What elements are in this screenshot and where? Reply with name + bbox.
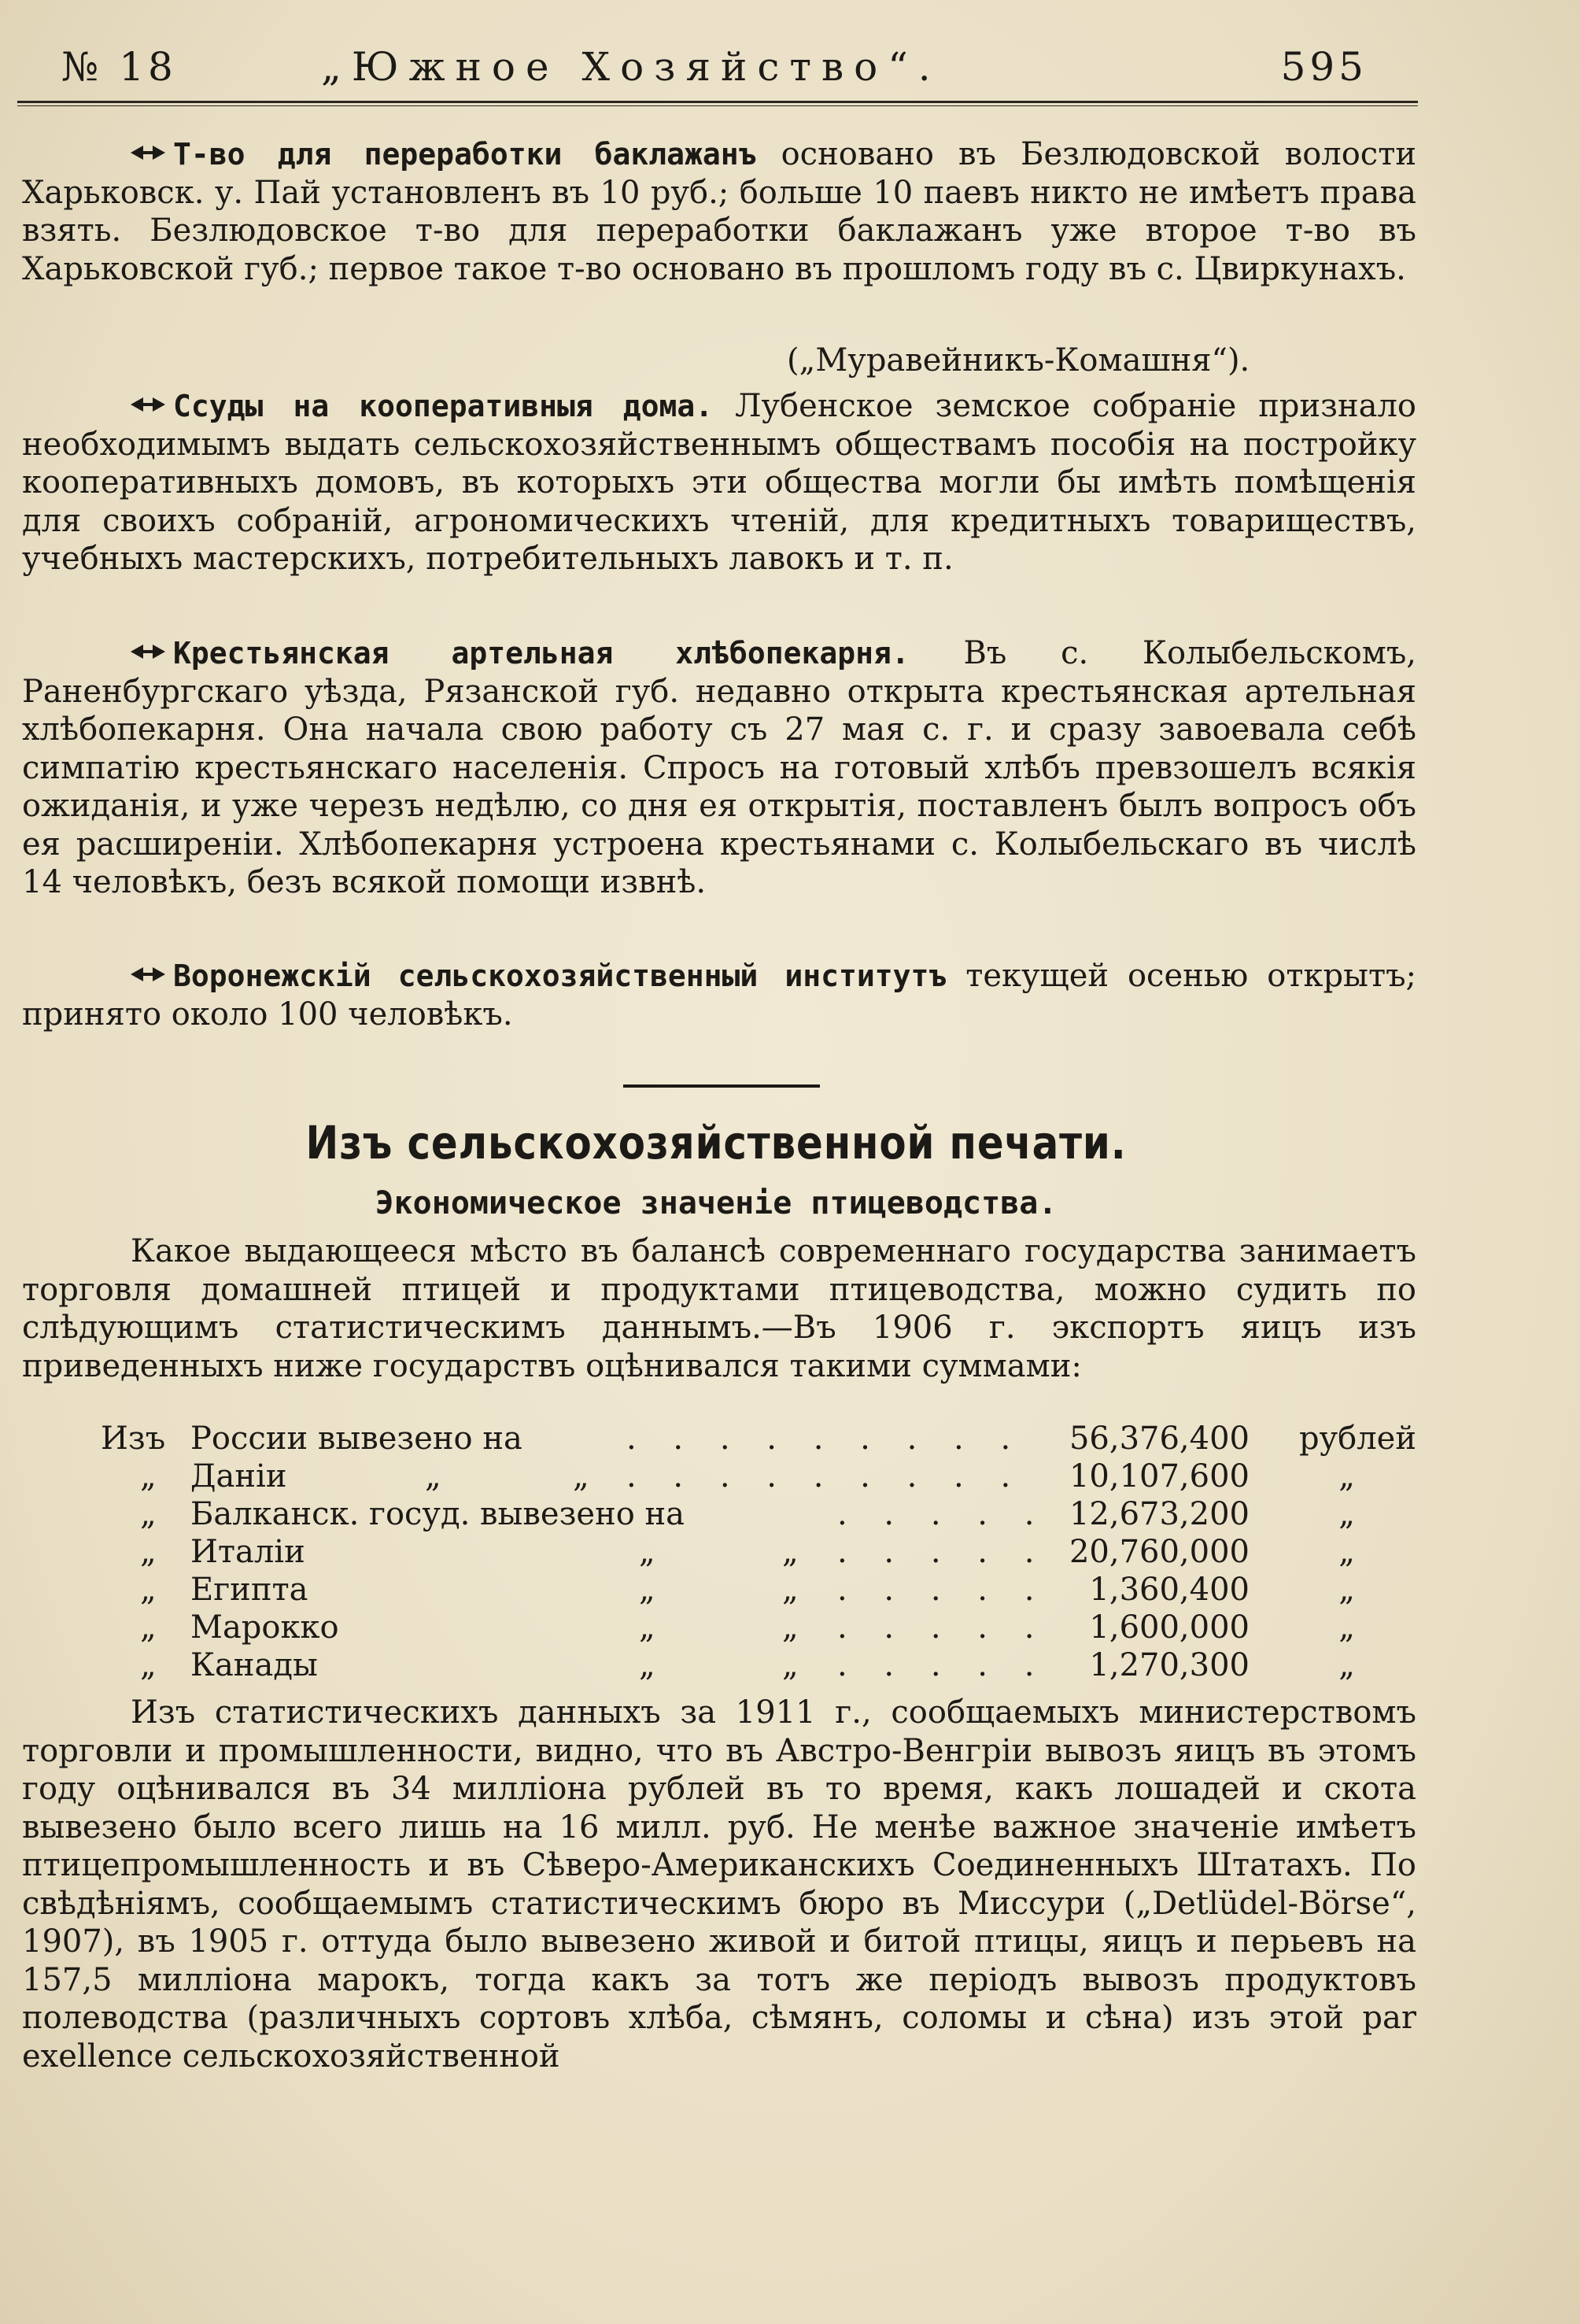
row-dots: . . . . . (837, 1496, 1048, 1532)
header-rule (17, 101, 1418, 103)
row-dots: . . . . . . . . . (626, 1421, 1024, 1457)
row-ditto: „ (782, 1572, 799, 1608)
ornament-marker-icon (131, 644, 165, 660)
notice-heading: Ссуды на кооперативныя дома. (173, 389, 714, 423)
row-ditto: „ (639, 1572, 655, 1608)
row-ditto: „ (782, 1609, 799, 1646)
row-ditto: „ (639, 1609, 655, 1646)
notice-source: („Муравейникъ-Комашня“). (787, 342, 1250, 379)
notice-text: текущей осенью открытъ; принято около 100 человѣкъ. (22, 958, 1417, 1033)
row-lead: „ (140, 1572, 157, 1608)
row-country: Италіи (190, 1534, 305, 1570)
row-lead: „ (140, 1534, 157, 1570)
issue-number: № 18 (61, 44, 177, 90)
row-country: Канады (190, 1647, 318, 1683)
article-continuation (22, 1694, 1416, 2075)
row-value: 10,107,600 (1069, 1458, 1250, 1495)
row-country: России вывезено на (190, 1421, 522, 1457)
row-dots: . . . . . (837, 1534, 1048, 1570)
table-row (22, 1496, 1416, 1534)
notice-cooperative-loans (22, 387, 1416, 578)
row-ditto: „ (639, 1534, 655, 1570)
table-row (22, 1534, 1416, 1572)
article-intro (22, 1232, 1416, 1385)
notice-heading: Т-во для переработки баклажанъ (173, 137, 757, 172)
row-ditto: „ (782, 1647, 799, 1683)
ornament-marker-icon (131, 966, 165, 982)
egg-export-table (22, 1421, 1416, 1685)
intro-paragraph: Какое выдающееся мѣсто въ балансѣ современнаго государства занимаетъ торговля домашней птицей и продуктами птицеводства, можно судить по слѣдующимъ статистическимъ даннымъ.—Въ 1906 г. экспортъ яицъ изъ приведенныхъ ниже государствъ оцѣнивался такими суммами: (22, 1233, 1416, 1384)
row-lead: „ (140, 1458, 157, 1495)
row-unit: „ (1338, 1496, 1355, 1532)
row-value: 56,376,400 (1069, 1421, 1250, 1457)
continuation-paragraph: Изъ статистическихъ данныхъ за 1911 г., сообщаемыхъ министерствомъ торговли и промышленности, видно, что въ Австро-Венгріи вывозъ яицъ въ этомъ году оцѣнивался въ 34 милліона рублей въ то время, какъ лошадей и скота вывезено было всего лишь на 16 милл. руб. Не менѣе важное значеніе имѣетъ птицепромышленность и въ Сѣверо-Американскихъ Соединенныхъ Штатахъ. По свѣдѣніямъ, сообщаемымъ статистическимъ бюро въ Миссури („Detlüdel-Börse“, 1907), въ 1905 г. оттуда было вывезено живой и битой птицы, яицъ и перьевъ на 157,5 милліона марокъ, тогда какъ за тотъ же періодъ вывозъ продуктовъ полеводства (различныхъ сортовъ хлѣба, сѣмянъ, соломы и сѣна) изъ этой par exellence сельскохозяйственной (22, 1694, 1416, 2075)
row-ditto: „ (639, 1647, 655, 1683)
row-unit: „ (1338, 1534, 1355, 1570)
ornament-marker-icon (131, 397, 165, 412)
article-title: Экономическое значеніе птицеводства. (375, 1185, 1058, 1221)
table-row (22, 1572, 1416, 1609)
ornament-marker-icon (131, 145, 165, 161)
notice-eggplant-cooperative (22, 135, 1416, 288)
section-divider (623, 1084, 820, 1088)
row-country: Балканск. госуд. вывезено на (190, 1496, 685, 1532)
notice-heading: Крестьянская артельная хлѣбопекарня. (173, 636, 910, 671)
header-rule-thin (17, 105, 1418, 106)
section-title: Изъ сельскохозяйственной печати. (305, 1116, 1127, 1169)
row-dots: . . . . . . . . . (626, 1458, 1024, 1495)
notice-bakery (22, 634, 1416, 902)
row-ditto: „ (782, 1534, 799, 1570)
notice-heading: Воронежскій сельскохозяйственный институтъ (173, 959, 947, 993)
row-value: 1,360,400 (1089, 1572, 1250, 1608)
row-unit: „ (1338, 1647, 1355, 1683)
row-dots: . . . . . (837, 1647, 1048, 1683)
notice-text: Лубенское земское собраніе признало необходимымъ выдать сельскохозяйственнымъ обществамъ пособія на постройку кооперативныхъ домовъ, въ которыхъ эти общества могли бы имѣть помѣщенія для своихъ собраній, агрономическихъ чтеній, для кредитныхъ товариществъ, учебныхъ мастерскихъ, потребительныхъ лавокъ и т. п. (22, 388, 1416, 577)
row-value: 12,673,200 (1069, 1496, 1250, 1532)
row-lead: „ (140, 1496, 157, 1532)
row-ditto: „ (425, 1458, 441, 1495)
row-unit: „ (1338, 1458, 1355, 1495)
row-dots: . . . . . (837, 1609, 1048, 1646)
notice-text: основано въ Безлюдовской волости Харьковск. у. Пай установленъ въ 10 руб.; больше 10 паевъ никто не имѣетъ права взять. Безлюдовское т-во для переработки баклажанъ уже второе т-во въ Харьковской губ.; первое такое т-во основано въ прошломъ году въ с. Цвиркунахъ. (22, 136, 1416, 287)
row-value: 1,600,000 (1089, 1609, 1250, 1646)
table-row (22, 1647, 1416, 1685)
row-value: 1,270,300 (1089, 1647, 1250, 1683)
table-row (22, 1421, 1416, 1458)
row-lead: „ (140, 1609, 157, 1646)
row-unit: рублей (1299, 1421, 1416, 1457)
notice-text: Въ с. Колыбельскомъ, Раненбургскаго уѣзда, Рязанской губ. недавно открыта крестьянская артельная хлѣбопекарня. Она начала свою работу съ 27 мая с. г. и сразу завоевала себѣ симпатію крестьянскаго населенія. Спросъ на готовый хлѣбъ превзошелъ всякія ожиданія, и уже черезъ недѣлю, со дня ея открытія, поставленъ былъ вопросъ объ ея расширеніи. Хлѣбопекарня устроена крестьянами с. Колыбельскаго въ числѣ 14 человѣкъ, безъ всякой помощи извнѣ. (22, 635, 1417, 900)
running-head (61, 44, 1368, 99)
table-row (22, 1609, 1416, 1647)
row-unit: „ (1338, 1572, 1355, 1608)
row-lead: Изъ (101, 1421, 166, 1457)
row-dots: . . . . . (837, 1572, 1048, 1608)
table-row (22, 1458, 1416, 1496)
row-ditto: „ (573, 1458, 589, 1495)
row-country: Марокко (190, 1609, 339, 1646)
page-number: 595 (1280, 44, 1368, 90)
journal-title: „Южное Хозяйство“. (321, 44, 941, 90)
row-country: Даніи (190, 1458, 287, 1495)
notice-voronezh-institute (22, 957, 1416, 1033)
row-country: Египта (190, 1572, 308, 1608)
row-value: 20,760,000 (1069, 1534, 1250, 1570)
row-unit: „ (1338, 1609, 1355, 1646)
row-lead: „ (140, 1647, 157, 1683)
